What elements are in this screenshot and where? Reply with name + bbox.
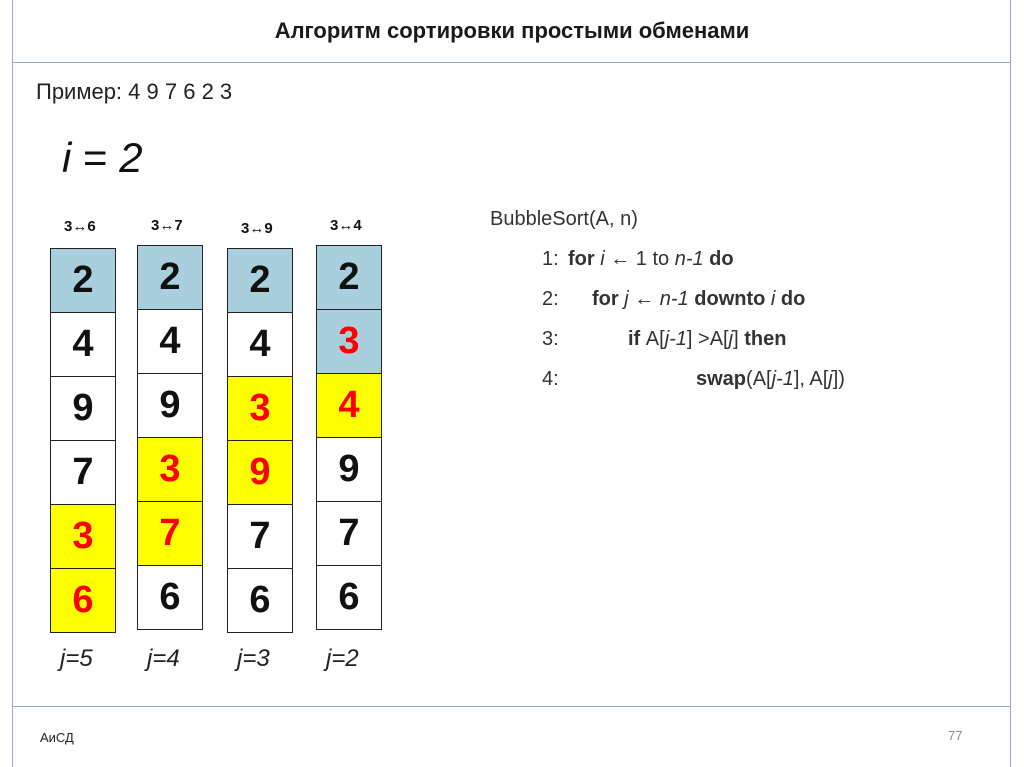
iteration-value: 2 xyxy=(119,134,143,181)
code-token: do xyxy=(703,248,734,270)
code-token: then xyxy=(744,328,787,350)
array-cell: 7 xyxy=(51,441,115,505)
code-line-number: 3: xyxy=(542,328,559,350)
code-token: j xyxy=(624,288,629,310)
j-index-label: j=3 xyxy=(237,645,270,672)
swap-label: 3↔9 xyxy=(241,220,273,237)
iteration-label xyxy=(62,134,143,182)
array-cell: 9 xyxy=(317,438,381,502)
code-line xyxy=(568,248,734,271)
array-cell: 6 xyxy=(228,569,292,633)
code-token: i xyxy=(770,288,776,310)
array-column xyxy=(50,248,116,633)
code-line xyxy=(628,328,786,351)
array-column xyxy=(137,245,203,630)
code-line xyxy=(592,288,805,311)
array-cell: 4 xyxy=(51,313,115,377)
code-token: ] xyxy=(733,328,745,350)
swap-label: 3↔7 xyxy=(151,217,183,234)
code-token: ] >A[ xyxy=(686,328,729,350)
code-token: if xyxy=(628,328,646,350)
array-column xyxy=(227,248,293,633)
code-line-number: 4: xyxy=(542,368,559,390)
array-cell: 7 xyxy=(228,505,292,569)
array-cell: 3 xyxy=(228,377,292,441)
code-line xyxy=(696,368,845,391)
page-number: 77 xyxy=(948,728,963,743)
code-line-number: 1: xyxy=(542,248,559,270)
code-token: j xyxy=(728,328,734,350)
code-token: ← xyxy=(628,288,660,310)
example-line xyxy=(36,79,232,105)
array-cell: 2 xyxy=(317,246,381,310)
j-index-label: j=5 xyxy=(60,645,93,672)
example-label: Пример: xyxy=(36,79,123,104)
array-cell: 9 xyxy=(51,377,115,441)
code-token: (A[ xyxy=(746,368,772,390)
array-cell: 2 xyxy=(51,249,115,313)
j-index-label: j=4 xyxy=(147,645,180,672)
array-cell: 2 xyxy=(138,246,202,310)
code-token: for xyxy=(592,288,625,310)
code-token: n-1 xyxy=(674,248,704,270)
code-token: for xyxy=(568,248,601,270)
title-divider xyxy=(12,62,1011,63)
footer-course: АиСД xyxy=(40,730,74,745)
code-token: ]) xyxy=(832,368,845,390)
code-line-number: 2: xyxy=(542,288,559,310)
array-cell: 2 xyxy=(228,249,292,313)
code-token: j-1 xyxy=(771,368,794,390)
slide-title: Алгоритм сортировки простыми обменами xyxy=(274,18,750,43)
array-cell: 3 xyxy=(138,438,202,502)
code-token: ], A[ xyxy=(793,368,829,390)
array-column xyxy=(316,245,382,630)
array-cell: 4 xyxy=(317,374,381,438)
frame-right-border xyxy=(1010,0,1011,767)
array-cell: 7 xyxy=(317,502,381,566)
frame-left-border xyxy=(12,0,13,767)
swap-label: 3↔6 xyxy=(64,218,96,235)
example-values: 4 9 7 6 2 3 xyxy=(128,79,233,104)
array-cell: 9 xyxy=(138,374,202,438)
iteration-eq: = xyxy=(71,134,120,181)
array-cell: 3 xyxy=(51,505,115,569)
j-index-label: j=2 xyxy=(326,645,359,672)
swap-label: 3↔4 xyxy=(330,217,362,234)
code-header: BubbleSort(A, n) xyxy=(490,208,638,230)
code-token: ← 1 to xyxy=(604,248,675,270)
footer-divider xyxy=(12,706,1011,707)
array-cell: 4 xyxy=(138,310,202,374)
code-token: j xyxy=(828,368,833,390)
code-token: i xyxy=(600,248,605,270)
iteration-var: i xyxy=(62,134,72,181)
array-cell: 6 xyxy=(51,569,115,633)
code-token: do xyxy=(775,288,806,310)
array-cell: 6 xyxy=(317,566,381,630)
array-cell: 4 xyxy=(228,313,292,377)
code-token: A[ xyxy=(645,328,665,350)
code-token: swap xyxy=(696,368,747,390)
array-cell: 6 xyxy=(138,566,202,630)
array-cell: 3 xyxy=(317,310,381,374)
code-token: n-1 xyxy=(659,288,689,310)
array-cell: 9 xyxy=(228,441,292,505)
array-cell: 7 xyxy=(138,502,202,566)
code-token: j-1 xyxy=(664,328,687,350)
code-token: downto xyxy=(688,288,771,310)
